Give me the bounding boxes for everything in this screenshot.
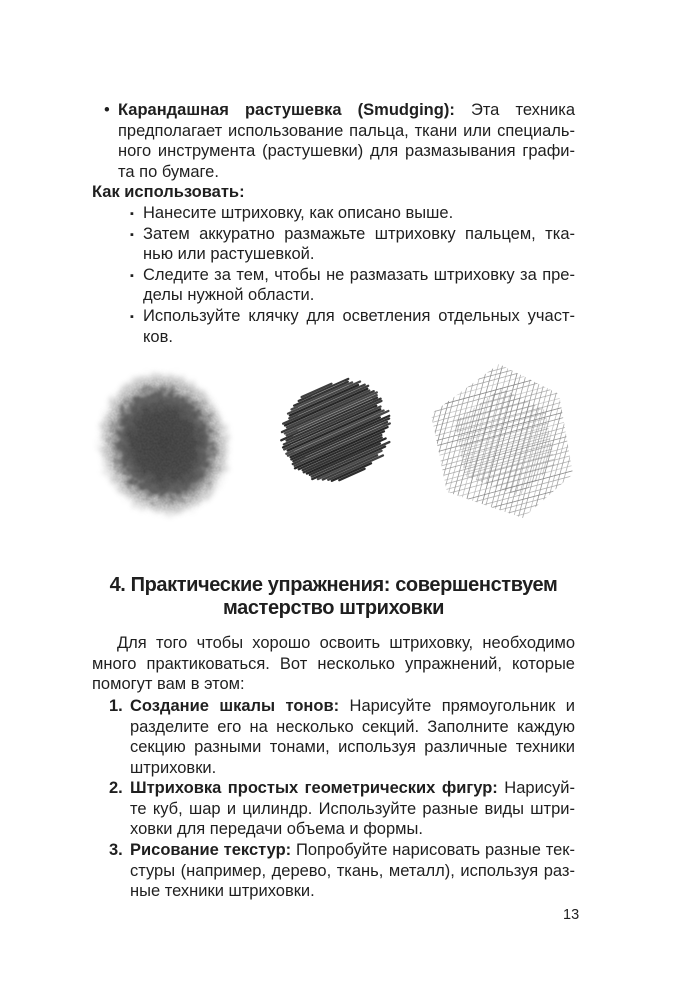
exercise-list [92,696,575,902]
exercise-item-2 [92,778,575,840]
sub-bullet-text: Следите за тем, чтобы не размазать штриховку за пределы нужной области. [143,265,575,305]
sub-bullet-text: Затем аккуратно размажьте штриховку пальцем, тканью или растушевкой. [143,224,575,264]
sub-bullet-item [92,224,575,265]
exercise-text: Нарисуйте куб, шар и цилиндр. Используйте разные виды штриховки для передачи объема и формы. [130,779,575,839]
sub-bullet-item [92,265,575,306]
sub-bullet-text: Нанесите штриховку, как описано выше. [143,203,454,222]
lead-bullet-text: Эта техника предполагает использование пальца, ткани или специального инструмента (растушевки) для размазывания графита по бумаге. [118,101,575,181]
exercise-number: 1. [109,696,123,715]
section-heading-line-2: мастерство штриховки [222,597,445,620]
lead-bullet-item [92,100,575,182]
exercise-number: 2. [109,779,123,798]
section-heading-line-1: 4. Практические упражнения: совершенствуем [109,574,558,597]
section-heading [92,574,575,620]
square-bullet-marker: ▪ [130,269,134,282]
crosshatch-sample-image [427,360,575,522]
exercise-item-1 [92,696,575,778]
dot-bullet-marker: • [104,101,110,119]
sub-bullet-list [92,203,575,347]
exercise-text: Попробуйте нарисовать разные текстуры (например, дерево, ткань, металл), используя разные техники штриховки. [130,841,576,901]
sub-bullet-item [92,203,575,224]
lead-bullet-term: Карандашная растушевка (Smudging): [118,101,455,119]
exercise-text: Нарисуйте прямоугольник и разделите его на несколько секций. Заполните каждую секцию разными тонами, используя различные техники штриховки. [130,696,575,777]
sub-bullet-text: Используйте клячку для осветления отдельных участков. [143,306,575,346]
exercise-term: Создание шкалы тонов: [130,696,340,715]
page-number: 13 [563,907,580,923]
sub-bullet-item [92,306,575,347]
intro-paragraph: Для того чтобы хорошо освоить штриховку, необходимо много практиковаться. Вот несколько упражнений, которые помогут вам в этом: [92,634,575,694]
square-bullet-marker: ▪ [130,310,134,323]
exercise-term: Рисование текстур: [130,841,292,860]
dense-hatching-sample-image [270,369,398,499]
exercise-term: Штриховка простых геометрических фигур: [130,779,498,798]
square-bullet-marker: ▪ [130,207,134,220]
exercise-item-3 [92,840,575,902]
page-content [92,100,575,902]
smudged-shading-sample-image [92,367,240,522]
square-bullet-marker: ▪ [130,228,134,241]
shading-samples-row [92,360,575,522]
how-to-use-heading: Как использовать: [92,183,245,202]
exercise-number: 3. [109,841,123,860]
